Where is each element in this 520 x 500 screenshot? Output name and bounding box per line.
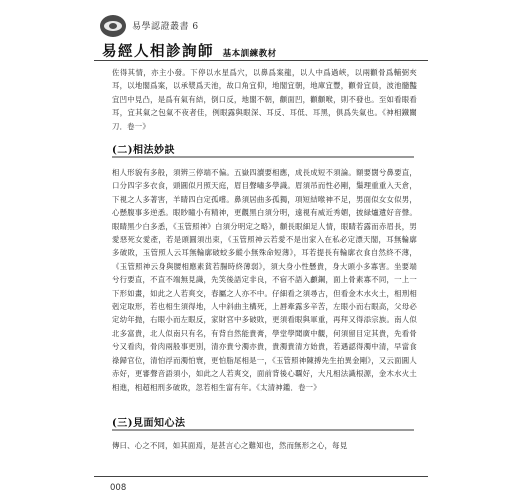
series-label: 易學認證叢書 6 — [132, 22, 199, 32]
section-heading-underline — [112, 429, 414, 431]
book-title-main: 易經人相診詢師 — [102, 43, 214, 60]
footer-divider — [94, 476, 428, 477]
book-title — [102, 40, 277, 61]
intro-paragraph: 佐得其情，亦主小發。下停以水星爲穴，以鼻爲案龍，以人中爲過峽，以兩顴骨爲輔弼夾耳，以地閣爲案，以承漿爲天池，故口角宜仰，地閣宜朝，地庫宜豐，顴骨宜員，波池髓豔宜凹中見凸，是爲有氣有結，倒口反，地閣不朝，顴面凹，顴顴喉，則不發也。至如看眼看耳，宜其氣之包氣不夜者佳，例眼露與眼深、耳反、耳低、耳黑，俱爲失氣也。《神相鐵關刀．卷一》 — [112, 68, 417, 131]
section-body-xiangfa-miaojue: 相人形貌有多般，須辨三停端不偏。五嶽四瀆要相應，成長成短不須論。額要闊兮鼻要直，口分四字多衣食，頭圓似月照天庭，眉目聲嘯多學識。眉須吊而性必剛，鬚理重重入天倉，下視之人多著害，羊睛四白定孤嚐。鼻須居曲多孤獨，項短結喉神不足，男面似女女似男，心懸腹事多逆悉。眼眇瞳小有精神，更觀黑白須分明，遠視有威近秀媚，披緑爐遺好音聲。眼睛黑少白多悉，《玉管照神》白須分明定之略》，顴長眼細足人情，眼睛若露而赤眉長，男愛惡死女愛產，若是頭圓須出束，《玉管照神云若愛不是出家入在私必定漂天閣，耳無輪廓多破敗，玉管照人云耳無輪廓破蛟多縱小無殊命短薄》，耳若提長有輪廓衣食自然終不薄，《玉管照神云身與腰相應素貧若腸時終薄弱》，須大身小性懸貴，身大頭小多寡害。坐要端兮行要直，不直不端無見識，先笑後語定非良，不宿不語入顱鋼，面上骨素寡不同，一上一下形如畫，如此之人若爽交，春屬之人亦不中。仔細看之須尋古，但看金木水火土，相刑相剋定取形，若也相生須得地，人中斜曲主構死，上唇牽露多辛苦，左眼小而右眼高，父母必定幼年抛，右眼小而左眼反，家財宮中多破敗，更須看眼與軍重，再拜又得添宗族。南人似北多富貴，北人似南只有名，有背自然能貴膏，學堂學聞廣中觀，何須留目定其貴，先看骨兮又看肉，骨肉兩般事更別，清亦貴兮濁亦貴，貴濁貴清方始貴，若遇認得濁中清，早當食祿歸官位，清怕浮而濁怕寰，更怕脂尾相是一，《玉管照神陳搏先生拍異金剛》，又云面圓人赤好，更審聲音語須小，如此之人若爽交，面前背後心覊好，大凡相法識根源，金木水火土相進，相超相刑多破敗，忽若相生富有年。《太清神鑑．卷一》 — [112, 168, 417, 392]
header-divider — [94, 60, 428, 61]
page-number: 008 — [110, 483, 127, 493]
book-title-subtitle: 基本訓練教材 — [222, 49, 277, 59]
series-logo-icon — [100, 15, 126, 37]
section-body-jianmian-zhixin: 傳曰、心之不同，如其面焉，是甚言心之難知也，然而無形之心，每見 — [112, 441, 348, 450]
section-heading-xiangfa-miaojue: (二)相法妙訣 — [112, 145, 175, 156]
section-heading-jianmian-zhixin: (三)見面知心法 — [112, 418, 186, 429]
section-heading-underline — [112, 156, 414, 158]
